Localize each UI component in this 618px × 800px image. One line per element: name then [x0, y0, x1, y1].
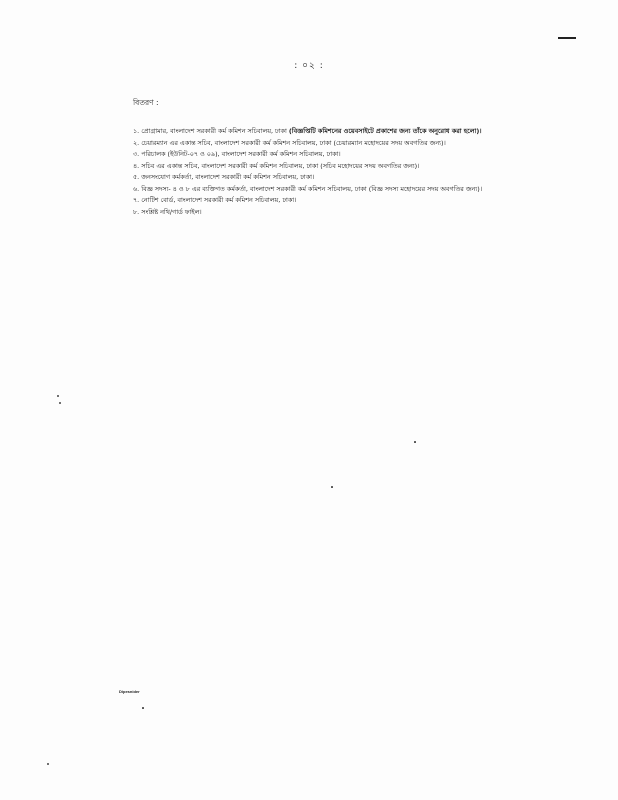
- distribution-item: [133, 126, 553, 137]
- distribution-heading: বিতরণ :: [133, 98, 159, 107]
- distribution-item: [133, 207, 553, 218]
- item-number: ১.: [133, 127, 140, 135]
- item-number: ৬.: [133, 184, 140, 193]
- item-number: ৭.: [133, 196, 140, 204]
- item-text: বিজ্ঞ সদস্য- ৪ ও ৮ এর ব্যক্তিগত কর্মকর্তা, বাংলাদেশ সরকারী কর্ম কমিশন সচিবালয়, ঢাকা (বিজ্ঞ সদস্য মহোদয়ের সদয় অবগতির জন্য)।: [141, 184, 482, 193]
- item-bold-text: (বিজ্ঞপ্তিটি কমিশনের ওয়েবসাইটে প্রকাশের জন্য তাঁকে অনুরোধ করা হলো)।: [288, 127, 482, 135]
- distribution-item: [133, 161, 553, 172]
- item-text: সচিব এর একান্ত সচিব, বাংলাদেশ সরকারী কর্ম কমিশন সচিবালয়, ঢাকা (সচিব মহোদয়ের সদয় অবগতির জন্য)।: [141, 161, 420, 170]
- distribution-section: [133, 98, 553, 218]
- item-text: চেয়ারম্যান এর একান্ত সচিব, বাংলাদেশ সরকারী কর্ম কমিশন সচিবালয়, ঢাকা (চেয়ারম্যান মহোদয়ের সদয় অবগতির জন্য)।: [141, 138, 446, 147]
- scan-speck: [331, 486, 333, 488]
- distribution-item: [133, 184, 553, 195]
- scan-speck: [142, 707, 144, 709]
- item-number: ২.: [133, 138, 140, 147]
- item-text: জনসংযোগ কর্মকর্তা, বাংলাদেশ সরকারী কর্ম কমিশন সচিবালয়, ঢাকা।: [141, 173, 315, 181]
- item-text: পরিচালক (ইউনিট-০৭ ও ০৯), বাংলাদেশ সরকারী কর্ম কমিশন সচিবালয়, ঢাকা।: [141, 150, 341, 158]
- footer-label: Dipesnider: [119, 689, 140, 694]
- item-text: সংশ্লিষ্ট নথি/গার্ড ফাইল।: [141, 207, 202, 216]
- scan-speck: [57, 395, 59, 397]
- distribution-item: [133, 149, 553, 160]
- item-number: ৫.: [133, 173, 140, 181]
- item-number: ৩.: [133, 150, 140, 158]
- distribution-list: [133, 126, 553, 218]
- item-text: নোটিশ বোর্ড, বাংলাদেশ সরকারী কর্ম কমিশন সচিবালয়, ঢাকা।: [141, 196, 297, 204]
- distribution-item: [133, 195, 553, 206]
- item-text: প্রোগ্রামার, বাংলাদেশ সরকারী কর্ম কমিশন সচিবালয়, ঢাকা: [141, 127, 289, 135]
- top-right-mark: [558, 37, 576, 39]
- scan-speck: [47, 763, 49, 765]
- distribution-item: [133, 172, 553, 183]
- scan-speck: [59, 402, 61, 404]
- page-number: : ০২ :: [294, 61, 324, 71]
- item-number: ৮.: [133, 207, 140, 216]
- scan-speck: [414, 441, 416, 443]
- item-number: ৪.: [133, 161, 140, 170]
- distribution-item: [133, 138, 553, 149]
